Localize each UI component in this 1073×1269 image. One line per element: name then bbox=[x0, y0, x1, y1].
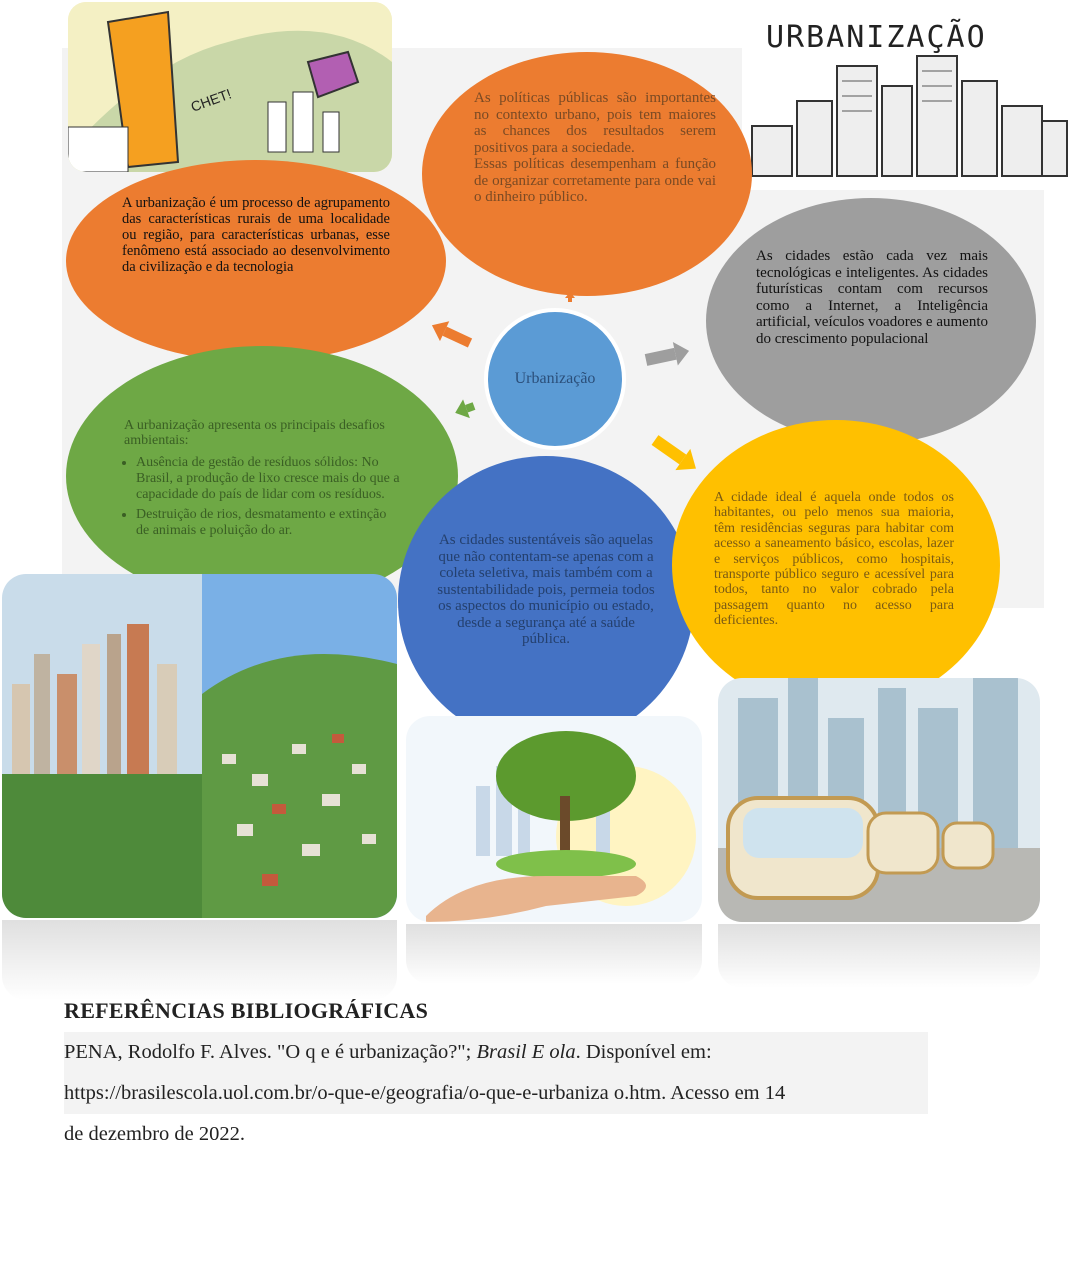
title-art-text: URBANIZAÇÃO bbox=[766, 20, 987, 55]
comic-image bbox=[68, 2, 392, 172]
city-photo-reflection bbox=[2, 920, 397, 1000]
future-city-photo bbox=[718, 678, 1040, 922]
reference-citation bbox=[64, 1032, 928, 1073]
hand-tree-photo bbox=[406, 716, 702, 922]
hand-tree-photo-reflection bbox=[406, 924, 702, 984]
policies-text-1: As políticas públicas são importantes no contexto urbano, pois tem maiores as chances dos resultados serem positivos para a sociedade. bbox=[474, 90, 716, 156]
environment-item: • Destruição de rios, desmatamento e extinção de animais e poluição do ar. bbox=[136, 507, 400, 539]
ideal-city-bubble bbox=[672, 420, 1000, 710]
intro-text: A urbanização é um processo de agrupamento das características rurais de uma localidade ou região, para características urbanas, esse fenômeno está associado ao desenvolvimento da civilização e da tecnologia bbox=[122, 195, 390, 275]
center-node bbox=[484, 308, 626, 450]
intro-bubble bbox=[66, 160, 446, 362]
center-label: Urbanização bbox=[514, 370, 596, 387]
environment-bubble bbox=[66, 346, 458, 606]
reference-author: PENA, Rodolfo F. Alves. "O q e é urbanização?"; bbox=[64, 1041, 477, 1063]
city-photo bbox=[2, 574, 397, 918]
policies-text-2: Essas políticas desempenham a função de organizar corretamente para onde vai o dinheiro público. bbox=[474, 156, 716, 205]
environment-intro-text: A urbanização apresenta os principais desafios ambientais: bbox=[124, 418, 385, 449]
policies-bubble bbox=[422, 52, 752, 296]
future-city-photo-reflection bbox=[718, 924, 1040, 988]
tech-text: As cidades estão cada vez mais tecnológicas e inteligentes. As cidades futurísticas contam com recursos como a Internet, a Inteligência artificial, veículos voadores e aumento do crescimento populacional bbox=[756, 248, 988, 347]
environment-list bbox=[124, 455, 400, 539]
ideal-city-text: A cidade ideal é aquela onde todos os habitantes, ou pelo menos sua maioria, têm residências seguras para habitar com acesso a saneamento básico, escolas, lazer e serviços públicos, como hospitais, transporte público seguro e acessível para todos, tanto no valor cobrado pela passagem quanto no acesso para deficientes. bbox=[714, 490, 954, 629]
reference-source: Brasil E ola bbox=[476, 1041, 576, 1063]
environment-item: • Ausência de gestão de resíduos sólidos: No Brasil, a produção de lixo cresce mais do que a capacidade do país de lidar com os resíduos. bbox=[136, 455, 400, 503]
reference-available: . Disponível em: bbox=[575, 1041, 712, 1063]
reference-url[interactable]: https://brasilescola.uol.com.br/o-que-e/geografia/o-que-e-urbaniza o.htm. Acesso em 14 bbox=[64, 1073, 928, 1114]
sustainable-text: As cidades sustentáveis são aquelas que não contentam-se apenas com a coleta seletiva, mais também com a sustentabilidade pois, permeia todos os aspectos do município ou estado, desde a segurança até a saúde pública. bbox=[437, 532, 655, 647]
urbanizacao-title-art bbox=[742, 6, 1072, 190]
references-heading: REFERÊNCIAS BIBLIOGRÁFICAS bbox=[64, 998, 429, 1023]
references-section bbox=[64, 998, 928, 1155]
tech-bubble bbox=[706, 198, 1036, 444]
reference-date: de dezembro de 2022. bbox=[64, 1123, 246, 1145]
comic-sound-text: CHET! bbox=[188, 85, 234, 115]
sustainable-bubble bbox=[398, 456, 694, 746]
